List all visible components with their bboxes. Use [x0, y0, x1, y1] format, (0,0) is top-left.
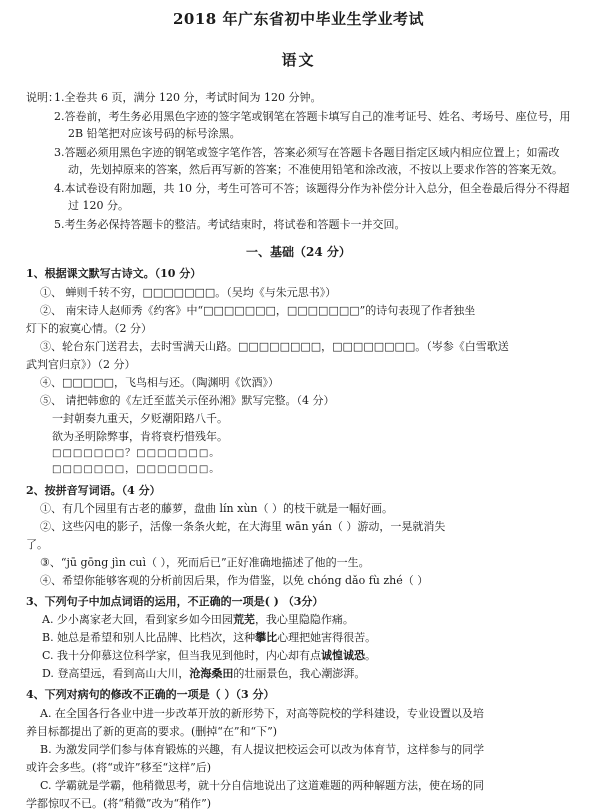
- instructions-lead: 说明：: [26, 90, 59, 104]
- question-heading: 3、下列句子中加点词语的运用，不正确的一项是( ) （3分）: [26, 595, 324, 609]
- poem-line: □□□□□□□，□□□□□□□。: [52, 464, 221, 476]
- question-heading: 2、按拼音写词语。（4 分）: [26, 483, 161, 497]
- option-b: [26, 629, 571, 646]
- question-3: [26, 593, 571, 682]
- page-title: 2018 年广东省初中毕业生学业考试: [173, 10, 424, 28]
- marked-word: 荒芜: [232, 613, 255, 627]
- instruction-item: 4.本试卷设有附加题，共 10 分，考生可答可不答；该题得分作为补偿分计入总分，但全卷最后得分不得超过 120 分。: [54, 181, 570, 212]
- poem-line: 欲为圣明除弊事，肯将衰朽惜残年。: [52, 429, 228, 443]
- question-line: ②、这些闪电的影子，活像一条条火蛇，在大海里 wān yán（ ）游动，一晃就消失: [40, 520, 446, 534]
- option-b-cont: 或许会多些。(将“或许”移至“这样”后): [26, 760, 212, 774]
- section-heading: 一、基础（24 分）: [246, 244, 351, 259]
- question-1: [26, 265, 571, 477]
- subject-heading: 语文: [281, 51, 316, 70]
- question-heading: 1、根据课文默写古诗文。（10 分）: [26, 267, 202, 281]
- instruction-item: 3.答题必须用黑色字迹的钢笔或签字笔作答，答案必须写在答题卡各题目指定区域内相应位置上；如需改动，先划掉原来的答案，然后再写新的答案；不准使用铅笔和涂改液，不按以上要求作答的答案无效。: [54, 145, 563, 176]
- option-text: C. 我十分仰慕这位科学家，但当我见到他时，内心却有点: [42, 649, 322, 663]
- instruction-item: 2.答卷前，考生务必用黑色字迹的签字笔或钢笔在答题卡填写自己的准考证号、姓名、考场号、座位号，用 2B 铅笔把对应该号码的标号涂黑。: [54, 109, 571, 140]
- question-2: [26, 482, 571, 589]
- question-line: ⑤、 请把韩愈的《左迁至蓝关示侄孙湘》默写完整。（4 分）: [40, 393, 335, 407]
- instruction-item: 1.全卷共 6 页，满分 120 分，考试时间为 120 分钟。: [54, 90, 322, 104]
- option-a: A. 在全国各行各业中进一步改革开放的新形势下，对高等院校的学科建设，专业设置以及培: [40, 706, 484, 720]
- question-line: ④、□□□□□，飞鸟相与还。（陶渊明《饮酒》）: [40, 375, 279, 389]
- instruction-item: 5.考生务必保持答题卡的整洁。考试结束时，将试卷和答题卡一并交回。: [54, 217, 406, 231]
- option-c-cont: 学都惊叹不已。(将“稍微”改为“稍作”): [26, 796, 212, 810]
- poem-line: □□□□□□□？□□□□□□□。: [52, 447, 221, 459]
- marked-word: 沧海桑田: [189, 667, 234, 681]
- question-line: ④、希望你能够客观的分析前因后果，作为借鉴，以免 chóng dǎo fù zhé（ ）: [40, 574, 429, 588]
- option-text: 。: [365, 649, 377, 663]
- option-text: D. 登高望远，看到高山大川，: [42, 667, 190, 681]
- question-line: ②、 南宋诗人赵师秀《约客》中“□□□□□□□，□□□□□□□”的诗句表现了作者独坐: [40, 303, 476, 317]
- question-line: ①、 蝉则千转不穷，□□□□□□□。（吴均《与朱元思书》）: [40, 285, 337, 299]
- option-b: B. 为激发同学们参与体育锻炼的兴趣，有人提议把校运会可以改为体育节，这样参与的同学: [40, 742, 485, 756]
- option-a: [26, 611, 571, 628]
- instructions: [26, 89, 571, 233]
- option-a-cont: 养目标都提出了新的更高的要求。(删掉“在”和“下”): [26, 724, 278, 738]
- option-text: 的壮丽景色，我心潮澎湃。: [233, 667, 366, 681]
- marked-word: 攀比: [255, 631, 278, 645]
- option-c: C. 学霸就是学霸，他稍微思考，就十分自信地说出了这道难题的两种解题方法，使在场的同: [40, 778, 485, 792]
- option-text: ，我心里隐隐作痛。: [254, 613, 354, 627]
- option-d: [26, 665, 571, 682]
- question-line: 灯下的寂寞心情。（2 分）: [26, 321, 152, 335]
- question-line: 了。: [26, 538, 48, 552]
- question-heading: 4、下列对病句的修改不正确的一项是（ ）（3 分）: [26, 688, 275, 702]
- question-line: ①、有几个园里有古老的藤萝，盘曲 lín xùn（ ）的枝干就是一幅好画。: [40, 501, 393, 515]
- question-line: 武判官归京》）（2 分）: [26, 357, 136, 371]
- marked-word: 诚惶诚恐: [321, 649, 366, 663]
- poem-line: 一封朝奏九重天，夕贬潮阳路八千。: [52, 411, 228, 425]
- option-text: B. 她总是希望和别人比品牌、比档次，这种: [42, 631, 256, 645]
- question-line: ③、“jū gōng jìn cuì（ ），死而后已”正好准确地描述了他的一生。: [40, 556, 370, 570]
- question-4: [26, 686, 571, 811]
- option-text: 心理把她害得很苦。: [277, 631, 377, 645]
- option-c: [26, 647, 571, 664]
- question-line: ③、轮台东门送君去，去时雪满天山路。□□□□□□□□，□□□□□□□□。（岑参《白雪歌送: [40, 339, 509, 353]
- option-text: A. 少小离家老大回，看到家乡如今田园: [42, 613, 233, 627]
